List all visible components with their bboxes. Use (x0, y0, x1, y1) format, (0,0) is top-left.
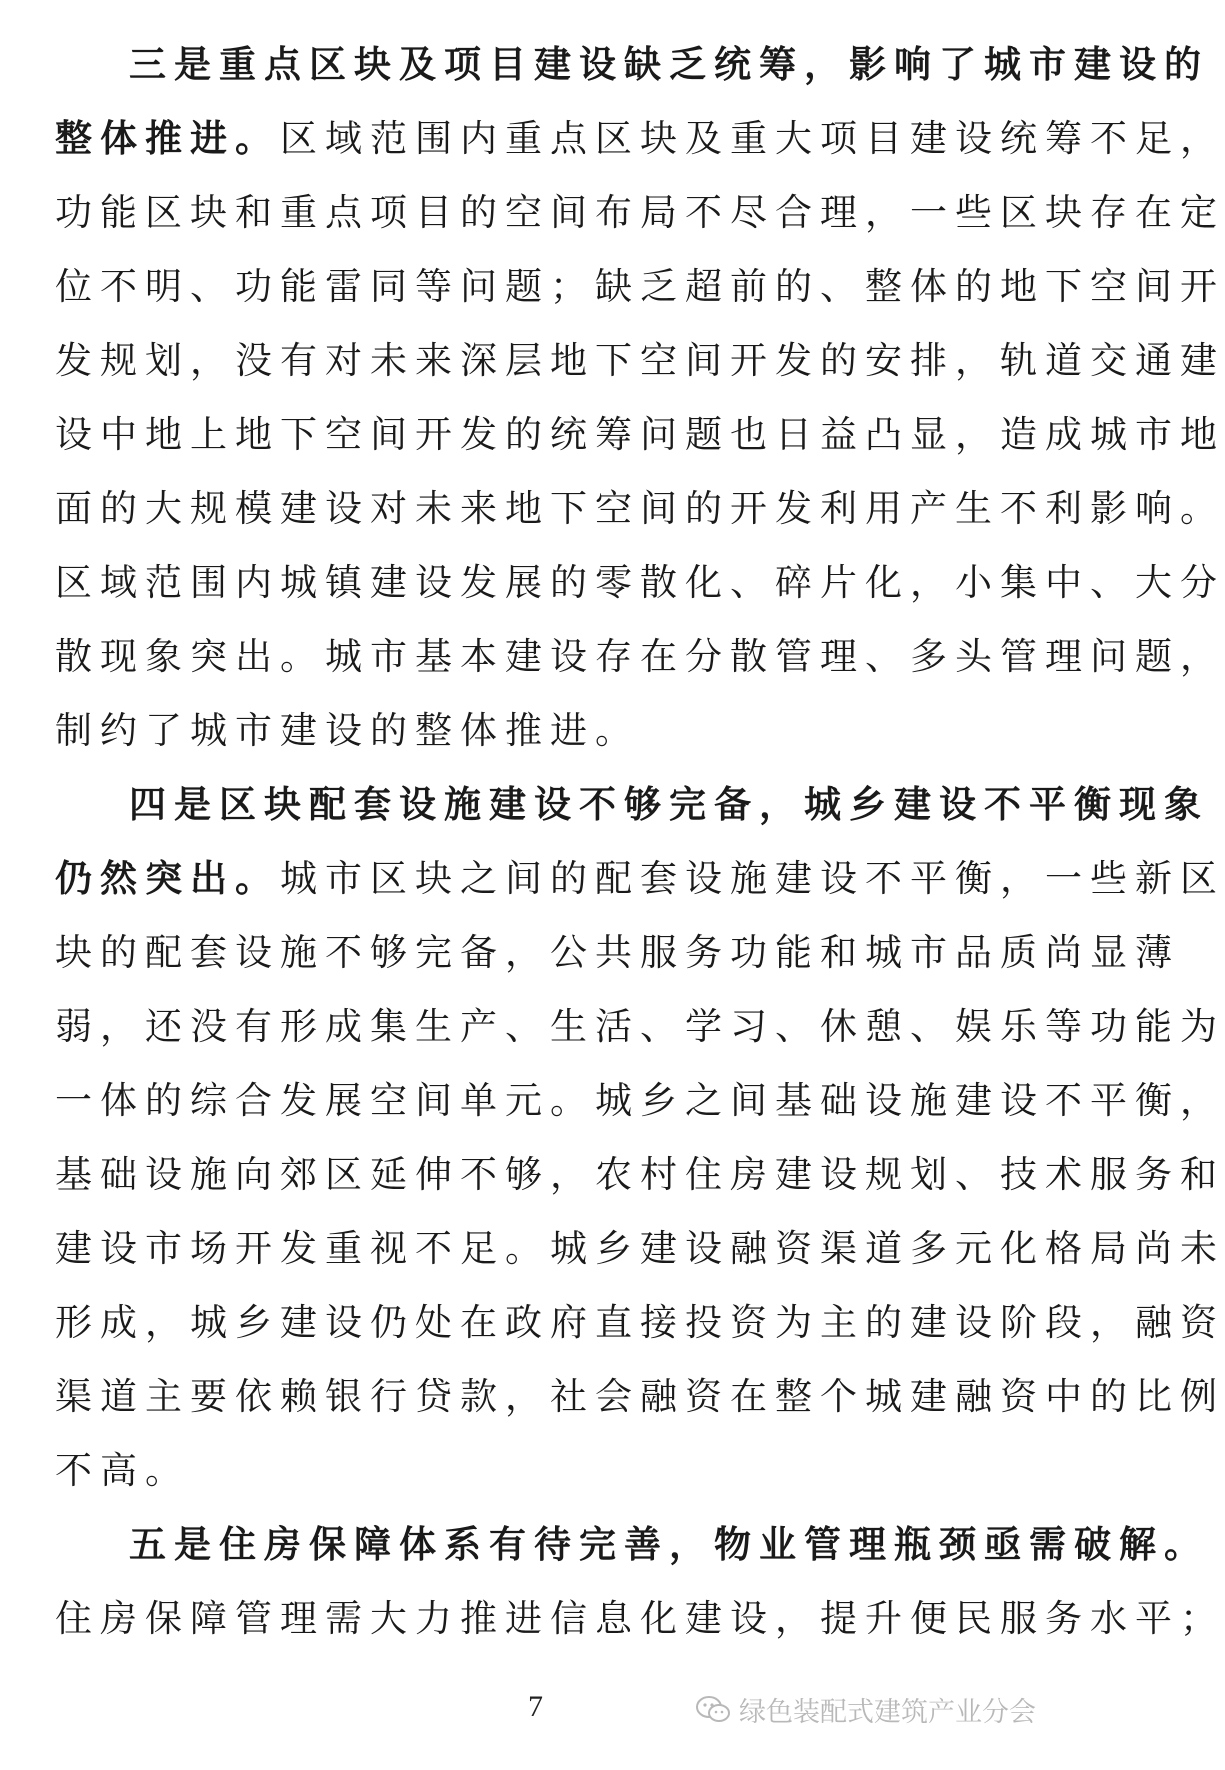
paragraph-3-heading-line-1: 三是重点区块及项目建设缺乏统筹，影响了城市建设的 (129, 43, 1209, 86)
paragraph-4-heading-end: 仍然突出。 (55, 857, 280, 900)
wechat-icon (695, 1695, 731, 1725)
watermark-text: 绿色装配式建筑产业分会 (739, 1697, 1036, 1728)
paragraph-3-line-4: 位不明、功能雷同等问题；缺乏超前的、整体的地下空间开 (55, 265, 1225, 308)
paragraph-3-text-start: 区域范围内重点区块及重大项目建设统筹不足， (280, 117, 1225, 160)
paragraph-4-line-4: 弱，还没有形成集生产、生活、学习、休憩、娱乐等功能为 (55, 1005, 1225, 1048)
paragraph-3-heading-end: 整体推进。 (55, 117, 280, 160)
paragraph-4-line-8: 形成，城乡建设仍处在政府直接投资为主的建设阶段，融资 (55, 1301, 1225, 1344)
paragraph-3-line-10: 制约了城市建设的整体推进。 (55, 709, 640, 752)
paragraph-3-line-6: 设中地上地下空间开发的统筹问题也日益凸显，造成城市地 (55, 413, 1225, 456)
paragraph-3-line-9: 散现象突出。城市基本建设存在分散管理、多头管理问题， (55, 635, 1225, 678)
paragraph-4-heading-line-1: 四是区块配套设施建设不够完备，城乡建设不平衡现象 (129, 783, 1209, 826)
paragraph-4-line-6: 基础设施向郊区延伸不够，农村住房建设规划、技术服务和 (55, 1153, 1225, 1196)
paragraph-3-line-7: 面的大规模建设对未来地下空间的开发利用产生不利影响。 (55, 487, 1225, 530)
page-number: 7 (528, 1690, 543, 1723)
paragraph-4-line-7: 建设市场开发重视不足。城乡建设融资渠道多元化格局尚未 (55, 1227, 1225, 1270)
paragraph-5-line-2: 住房保障管理需大力推进信息化建设，提升便民服务水平； (55, 1597, 1225, 1640)
paragraph-3-line-5: 发规划，没有对未来深层地下空间开发的安排，轨道交通建 (55, 339, 1225, 382)
paragraph-5-heading: 五是住房保障体系有待完善，物业管理瓶颈亟需破解。 (129, 1523, 1209, 1566)
paragraph-4-line-9: 渠道主要依赖银行贷款，社会融资在整个城建融资中的比例 (55, 1375, 1225, 1418)
paragraph-3-line-2 (55, 102, 1225, 176)
paragraph-3-line-3: 功能区块和重点项目的空间布局不尽合理，一些区块存在定 (55, 191, 1225, 234)
wechat-watermark (695, 1690, 1036, 1729)
paragraph-4-line-10: 不高。 (55, 1449, 190, 1492)
paragraph-4-line-2 (55, 842, 1225, 916)
paragraph-4-text-start: 城市区块之间的配套设施建设不平衡，一些新区 (280, 857, 1225, 900)
paragraph-4-line-5: 一体的综合发展空间单元。城乡之间基础设施建设不平衡， (55, 1079, 1225, 1122)
paragraph-3-line-8: 区域范围内城镇建设发展的零散化、碎片化，小集中、大分 (55, 561, 1225, 604)
paragraph-4-line-3: 块的配套设施不够完备，公共服务功能和城市品质尚显薄 (55, 931, 1180, 974)
document-page (55, 28, 1225, 1656)
